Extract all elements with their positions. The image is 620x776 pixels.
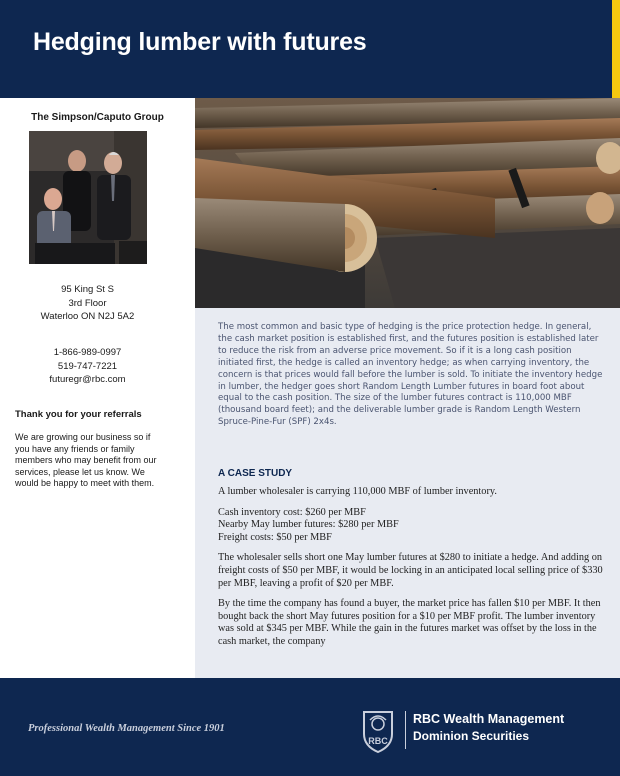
rbc-lion-logo-icon (358, 708, 398, 754)
referrals-heading: Thank you for your referrals (15, 409, 142, 420)
group-name: The Simpson/Caputo Group (31, 112, 164, 123)
office-address (0, 283, 175, 324)
logo-text: RBC (368, 736, 388, 746)
address-line: Waterloo ON N2J 5A2 (40, 311, 135, 322)
address-line: 3rd Floor (68, 297, 107, 309)
brand-subtitle: Dominion Securities (413, 729, 530, 743)
cost-list (218, 507, 613, 545)
local-phone[interactable]: 519-747-7221 (57, 360, 118, 372)
address-line: 95 King St S (61, 284, 114, 295)
page-title: Hedging lumber with futures (33, 28, 367, 56)
case-paragraph: A lumber wholesaler is carrying 110,000 MBF of lumber inventory. (218, 486, 497, 497)
main-content (195, 308, 620, 678)
lumber-hero-image (195, 98, 620, 308)
team-photo (29, 131, 147, 264)
case-paragraph: The wholesaler sells short one May lumber futures at $280 to initiate a hedge. And adding on freight costs of $50 per MBF, it would be locking in an anticipated local selling price of $330 per MBF, leaving a profit of $20 per MBF. (218, 552, 603, 589)
intro-paragraph: The most common and basic type of hedging is the price protection hedge. In general, the cash market position is established first, and the futures position is established later to reduce the risk from an adverse price movement. So if it is a long cash position initiated first, the hedge is called an inventory hedge; as when carrying inventory, the concern is that prices would fall before the lumber is sold. To initiate the inventory hedge in lumber, the hedger goes short Random Length Lumber futures in board foot about equal to the cash position. The size of the lumber futures contract is 110,000 MBF (thousand board feet); and the deliverable lumber grade is Random Length Western Spruce-Pine-Fur (SPF) 2x4s. (218, 322, 603, 428)
page-header (0, 0, 620, 98)
referrals-text: We are growing our business so if you have any friends or family members who may benefit from our services, please let us know. We would be happy to meet with them. (15, 432, 157, 488)
cost-item: Freight costs: $50 per MBF (218, 531, 332, 543)
case-paragraph: By the time the company has found a buyer, the market price has fallen $10 per MBF. It then bought back the short May futures position for a $10 per MBF profit. The lumber inventory was sold at $345 per MBF. While the gain in the futures market was offset by the loss in the cash market, the company (218, 598, 601, 647)
cost-item: Cash inventory cost: $260 per MBF (218, 506, 366, 518)
case-study-body (218, 486, 613, 657)
header-accent-bar (612, 0, 620, 98)
email-link[interactable]: futuregr@rbc.com (49, 374, 126, 385)
contact-info (0, 346, 175, 387)
case-study-heading: A CASE STUDY (218, 468, 293, 479)
cost-item: Nearby May lumber futures: $280 per MBF (218, 519, 399, 531)
toll-free-phone[interactable]: 1-866-989-0997 (53, 347, 122, 358)
brand-name: RBC Wealth Management (413, 712, 565, 726)
page-footer (0, 678, 620, 776)
logo-divider (405, 711, 406, 749)
footer-tagline: Professional Wealth Management Since 1901 (28, 723, 225, 734)
